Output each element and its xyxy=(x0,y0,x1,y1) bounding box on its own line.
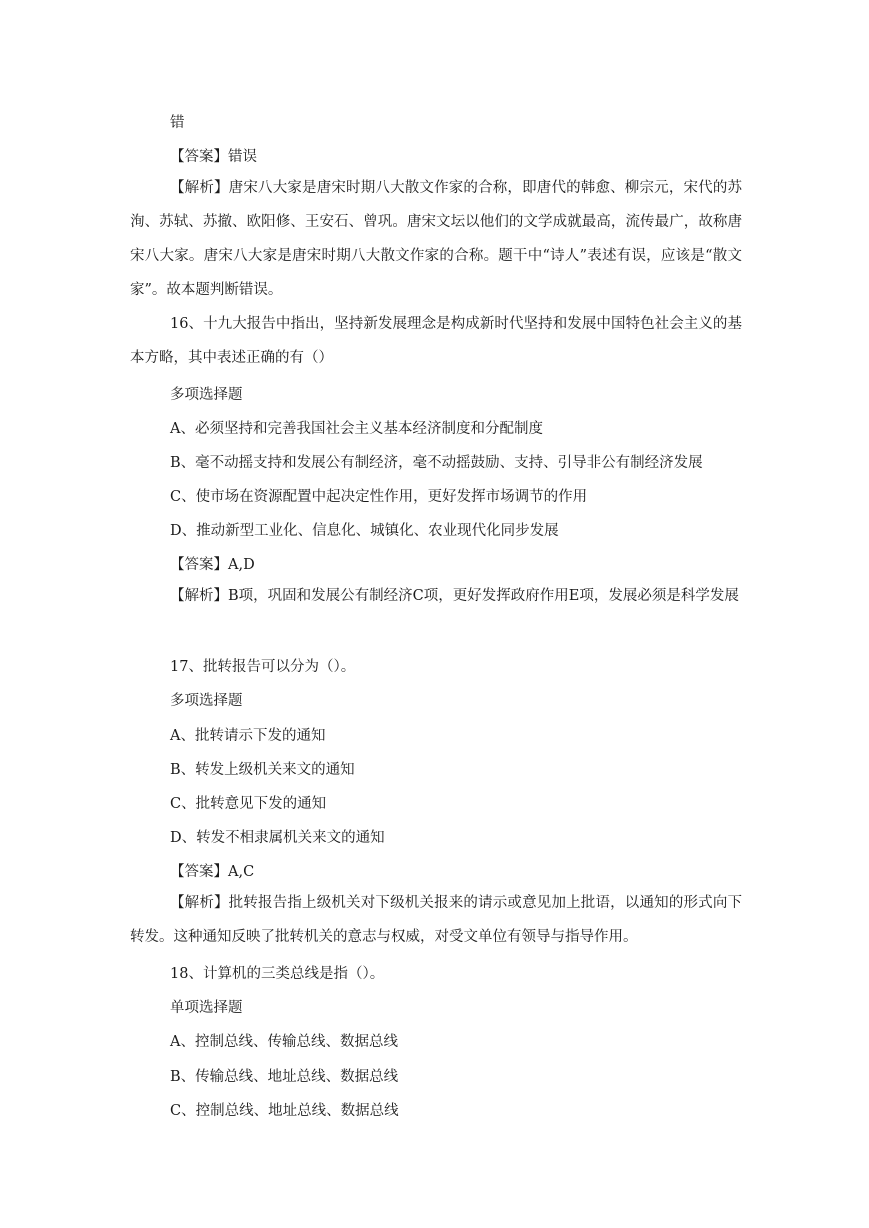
explanation-paragraph: 【解析】批转报告指上级机关对下级机关报来的请示或意见加上批语，以通知的形式向下转发。这种通知反映了批转机关的意志与权威，对受文单位有领导与指导作用。 xyxy=(130,895,742,945)
explanation-paragraph: 【解析】B项，巩固和发展公有制经济C项，更好发挥政府作用E项，发展必须是科学发展 xyxy=(170,588,739,604)
option-d: D、推动新型工业化、信息化、城镇化、农业现代化同步发展 xyxy=(170,523,559,539)
option-b: B、传输总线、地址总线、数据总线 xyxy=(170,1069,399,1085)
answer-line: 【答案】A,C xyxy=(170,864,255,880)
option-b: B、毫不动摇支持和发展公有制经济，毫不动摇鼓励、支持、引导非公有制经济发展 xyxy=(170,455,703,471)
question-type: 多项选择题 xyxy=(170,387,243,403)
option-c: C、批转意见下发的通知 xyxy=(170,796,327,812)
option-c: C、控制总线、地址总线、数据总线 xyxy=(170,1103,399,1119)
option-a: A、必须坚持和完善我国社会主义基本经济制度和分配制度 xyxy=(170,421,543,437)
option-a: A、控制总线、传输总线、数据总线 xyxy=(170,1034,398,1050)
answer-line: 【答案】错误 xyxy=(170,149,257,165)
option-c: C、使市场在资源配置中起决定性作用，更好发挥市场调节的作用 xyxy=(170,489,588,505)
answer-line: 【答案】A,D xyxy=(170,557,255,573)
option-text: 错 xyxy=(170,115,185,131)
question-type: 单项选择题 xyxy=(170,1000,243,1016)
explanation-paragraph: 【解析】唐宋八大家是唐宋时期八大散文作家的合称，即唐代的韩愈、柳宗元，宋代的苏洵、苏轼、苏撤、欧阳修、王安石、曾巩。唐宋文坛以他们的文学成就最高，流传最广，故称唐宋八大家。唐宋八大家是唐宋时期八大散文作家的合称。题干中“诗人”表述有误，应该是“散文家”。故本题判断错误。 xyxy=(130,180,742,298)
option-d: D、转发不相隶属机关来文的通知 xyxy=(170,830,385,846)
question-16: 16、十九大报告中指出，坚持新发展理念是构成新时代坚持和发展中国特色社会主义的基本方略，其中表述正确的有（） xyxy=(130,316,742,366)
option-b: B、转发上级机关来文的通知 xyxy=(170,762,355,778)
question-18: 18、计算机的三类总线是指（）。 xyxy=(170,966,385,982)
question-type: 多项选择题 xyxy=(170,693,243,709)
option-a: A、批转请示下发的通知 xyxy=(170,728,326,744)
question-17: 17、批转报告可以分为（）。 xyxy=(170,659,356,675)
